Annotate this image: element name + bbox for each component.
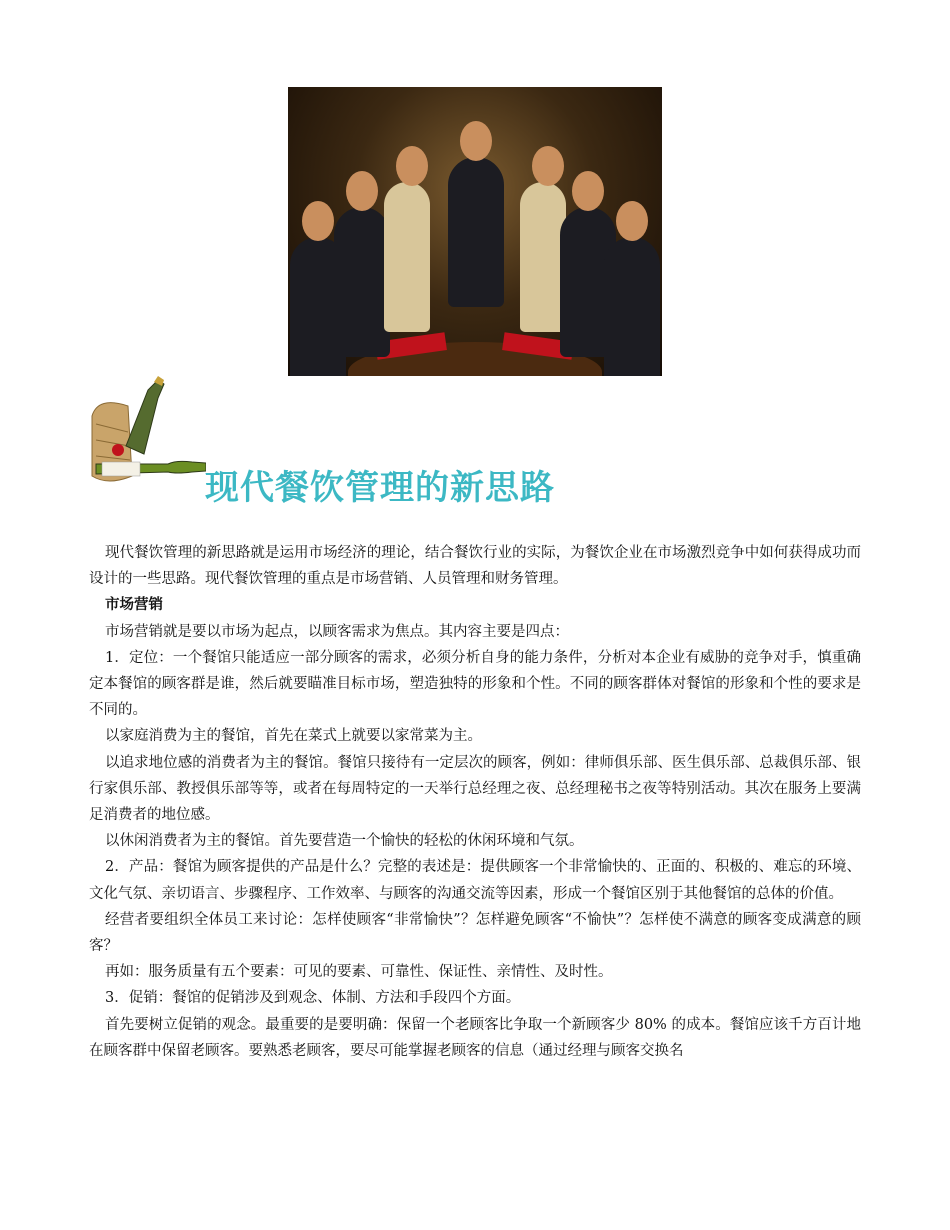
paragraph: 首先要树立促销的观念。最重要的是要明确：保留一个老顾客比争取一个新顾客少 80% 的成本。餐馆应该千方百计地在顾客群中保留老顾客。要熟悉老顾客，要尽可能掌握老顾客的信息（通过经理与顾客交换名 xyxy=(89,1016,861,1059)
paragraph: 市场营销就是要以市场为起点，以顾客需求为焦点。其内容主要是四点： xyxy=(105,623,569,640)
header-photo xyxy=(288,87,662,376)
paragraph: 以追求地位感的消费者为主的餐馆。餐馆只接待有一定层次的顾客，例如：律师俱乐部、医生俱乐部、总裁俱乐部、银行家俱乐部、教授俱乐部等等，或者在每周特定的一天举行总经理之夜、总经理秘书之夜等特别活动。其次在服务上要满足消费者的地位感。 xyxy=(89,754,861,824)
paragraph: 1．定位：一个餐馆只能适应一部分顾客的需求，必须分析自身的能力条件，分析对本企业有威胁的竞争对手，慎重确定本餐馆的顾客群是谁，然后就要瞄准目标市场，塑造独特的形象和个性。不同的顾客群体对餐馆的形象和个性的要求是不同的。 xyxy=(89,649,861,719)
article-title: 现代餐饮管理的新思路 xyxy=(205,468,555,508)
person-figure xyxy=(604,237,660,376)
section-heading: 市场营销 xyxy=(105,597,163,614)
person-figure xyxy=(384,182,430,332)
paragraph: 3．促销：餐馆的促销涉及到观念、体制、方法和手段四个方面。 xyxy=(105,990,521,1007)
paragraph: 以家庭消费为主的餐馆，首先在菜式上就要以家常菜为主。 xyxy=(105,728,482,745)
paragraph: 经营者要组织全体员工来讨论：怎样使顾客“非常愉快”？怎样避免顾客“不愉快”？怎样使不满意的顾客变成满意的顾客？ xyxy=(89,911,861,955)
person-figure xyxy=(448,157,504,307)
person-figure xyxy=(334,207,390,357)
wine-bottle-basket-icon xyxy=(88,376,206,498)
paragraph: 2．产品：餐馆为顾客提供的产品是什么？完整的表述是：提供顾客一个非常愉快的、正面的、积极的、难忘的环境、文化气氛、亲切语言、步骤程序、工作效率、与顾客的沟通交流等因素，形成一个餐馆区别于其他餐馆的总体的价值。 xyxy=(89,859,861,902)
paragraph: 再如：服务质量有五个要素：可见的要素、可靠性、保证性、亲情性、及时性。 xyxy=(105,964,613,981)
article-body xyxy=(89,540,861,1064)
paragraph: 现代餐饮管理的新思路就是运用市场经济的理论，结合餐饮行业的实际，为餐饮企业在市场激烈竞争中如何获得成功而设计的一些思路。现代餐饮管理的重点是市场营销、人员管理和财务管理。 xyxy=(89,545,861,588)
paragraph: 以休闲消费者为主的餐馆。首先要营造一个愉快的轻松的休闲环境和气氛。 xyxy=(105,833,584,850)
